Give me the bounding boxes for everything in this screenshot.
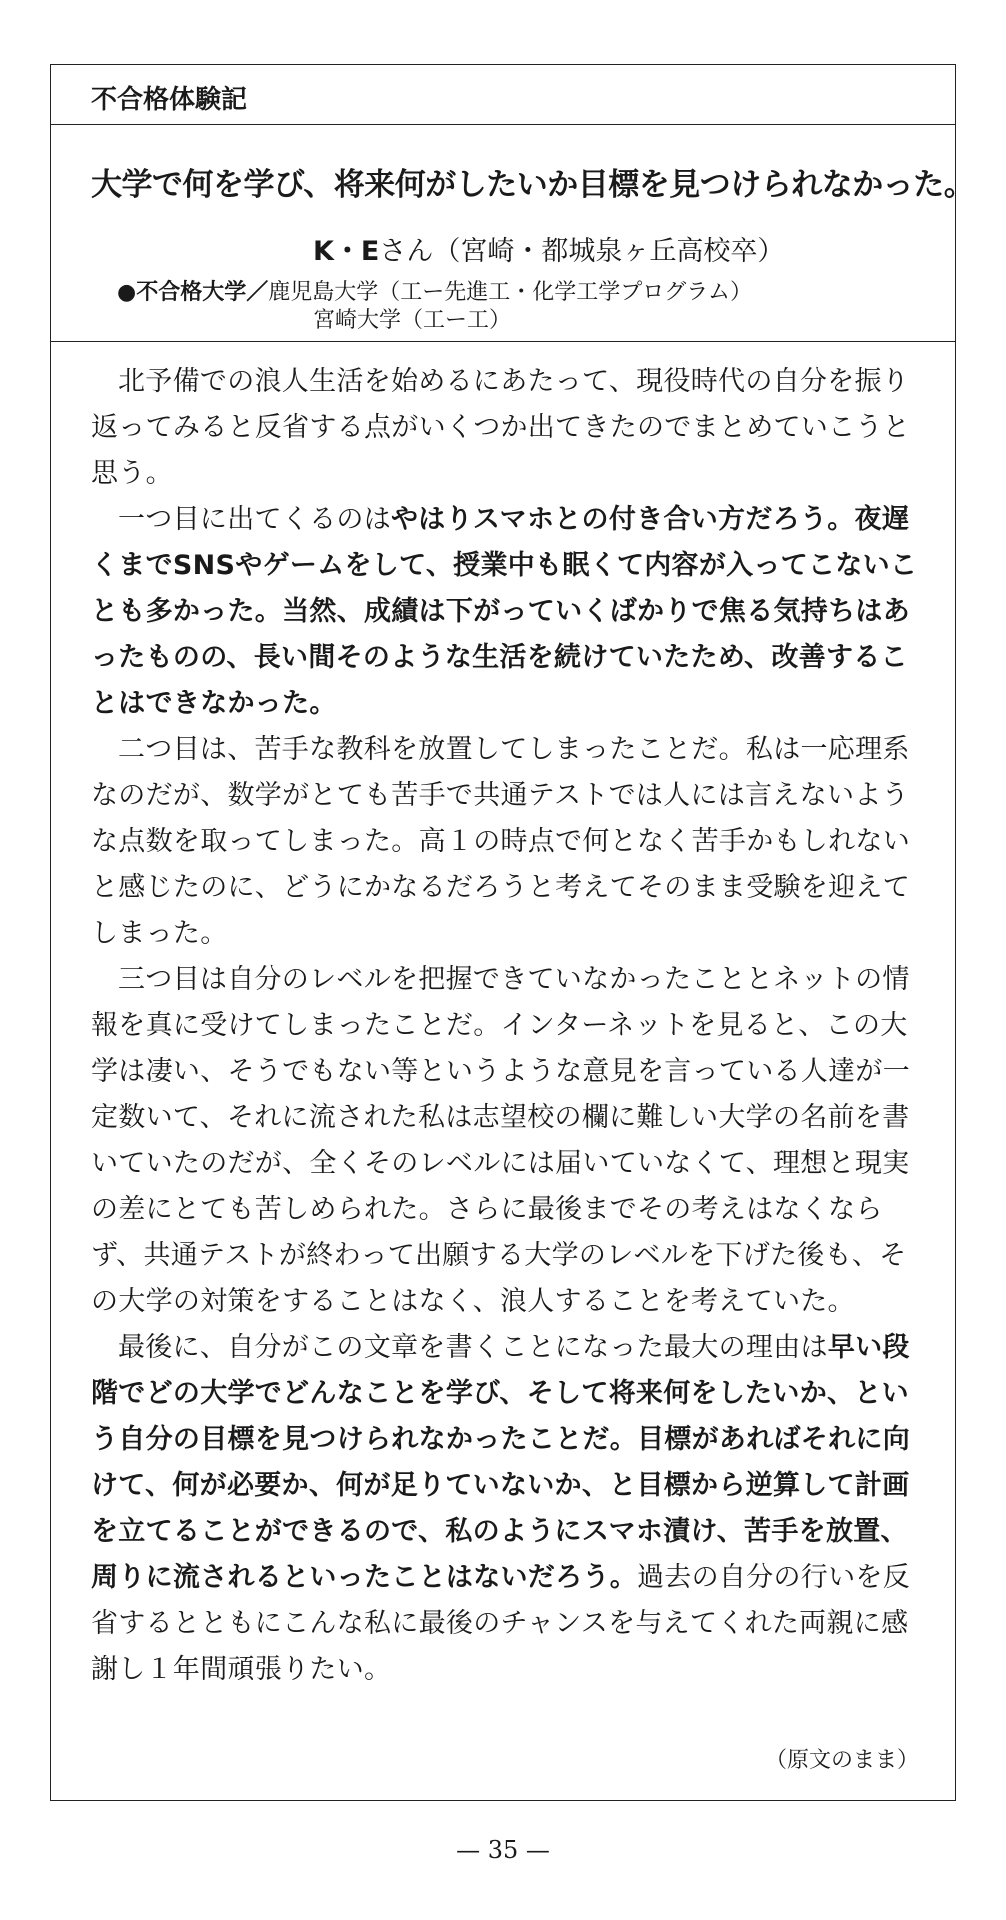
paragraph-5-bold: 早い段階でどの大学でどんなことを学び、そして将来何をしたいか、という自分の目標を見つけられなかったことだ。目標があればそれに向けて、何が必要か、何が足りていないか、と目標から逆算して計画を立てることができるので、私のようにスマホ漬け、苦手を放置、周りに流されるといったことはないだろう。: [91, 1332, 910, 1593]
section-header: [51, 65, 955, 125]
section-label: 不合格体験記: [91, 85, 248, 115]
page-number: — 35 —: [456, 1836, 550, 1864]
author-initials: K・E: [313, 236, 380, 267]
original-text-note: （原文のまま）: [764, 1748, 919, 1773]
paragraph-5-intro: 最後に、自分がこの文章を書くことになった最大の理由は: [118, 1332, 828, 1363]
article-header: [51, 125, 975, 342]
paragraph-3: 二つ目は、苦手な教科を放置してしまったことだ。私は一応理系なのだが、数学がとても苦手で共通テストでは人には言えないような点数を取ってしまった。高１の時点で何となく苦手かもしれないと感じたのに、どうにかなるだろうと考えてそのまま受験を迎えてしまった。: [91, 734, 910, 949]
failed-university-1: 鹿児島大学（工ー先進工・化学工学プログラム）: [268, 280, 752, 305]
failed-university-2: 宮崎大学（工ー工）: [313, 308, 512, 333]
paragraph-5-closing: 過去の自分の行いを反省するとともにこんな私に最後のチャンスを与えてくれた両親に感謝し１年間頑張りたい。: [91, 1562, 910, 1685]
article-body: [91, 359, 921, 1693]
author-suffix: さん（宮崎・都城泉ヶ丘高校卒）: [379, 236, 785, 267]
paragraph-4: 三つ目は自分のレベルを把握できていなかったこととネットの情報を真に受けてしまったことだ。インターネットを見ると、この大学は凄い、そうでもない等というような意見を言っている人達が一定数いて、それに流された私は志望校の欄に難しい大学の名前を書いていたのだが、全くそのレベルには届いていなくて、理想と現実の差にとても苦しめられた。さらに最後までその考えはなくならず、共通テストが終わって出願する大学のレベルを下げた後も、その大学の対策をすることはなく、浪人することを考えていた。: [91, 964, 910, 1317]
failed-label: ●不合格大学／: [117, 280, 269, 305]
article-frame: [50, 64, 975, 1801]
author-line: [313, 229, 784, 268]
failed-universities: [117, 275, 752, 306]
paragraph-2: [91, 497, 921, 727]
paragraph-5: [91, 1325, 921, 1693]
paragraph-2-intro: 一つ目に出てくるのは: [118, 504, 391, 535]
headline: 大学で何を学び、将来何がしたいか目標を見つけられなかった。: [91, 167, 975, 203]
paragraph-2-bold: やはりスマホとの付き合い方だろう。夜遅くまでSNSやゲームをして、授業中も眠くて内容が入ってこないことも多かった。当然、成績は下がっていくばかりで焦る気持ちはあったものの、長い間そのような生活を続けていたため、改善することはできなかった。: [91, 504, 918, 719]
paragraph-1: 北予備での浪人生活を始めるにあたって、現役時代の自分を振り返ってみると反省する点がいくつか出てきたのでまとめていこうと思う。: [91, 366, 910, 489]
